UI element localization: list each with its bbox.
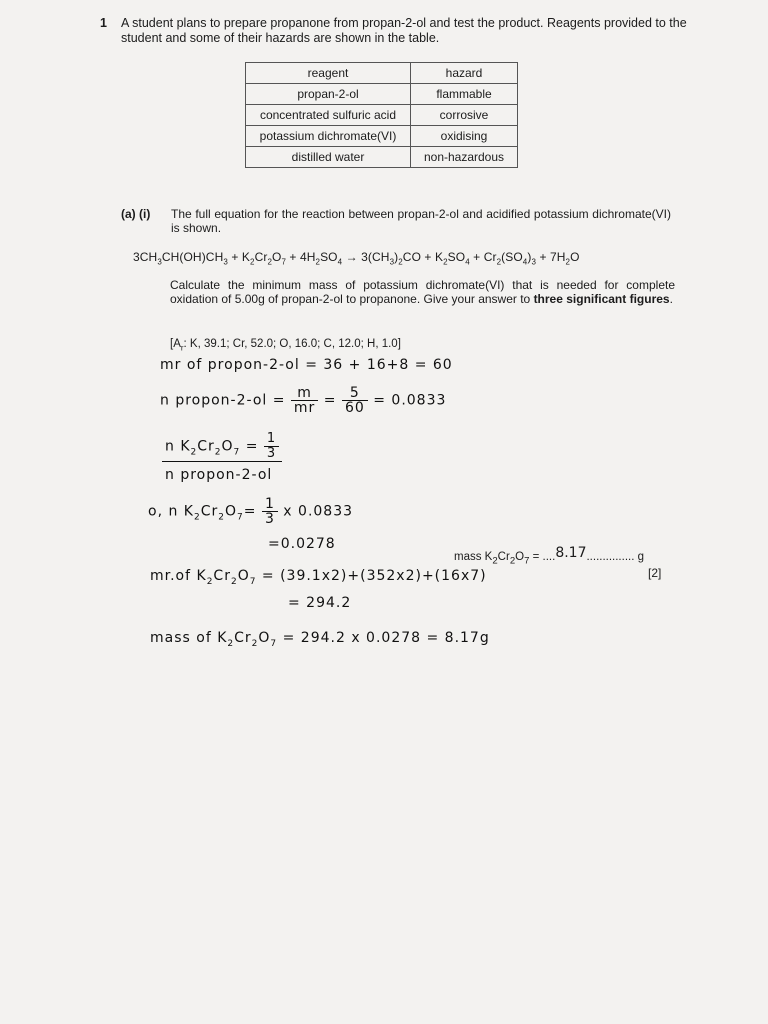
handwritten-line: mass of $K_2Cr_2O_7 = 294.2$ x 0.0278 = 8.17g <box>150 630 490 649</box>
table-cell: corrosive <box>411 105 518 126</box>
handwritten-fraction: n $K_2Cr_2O_7$ = $\frac{1}{3}$ n propon-2-ol <box>162 432 282 482</box>
table-cell: concentrated sulfuric acid <box>246 105 411 126</box>
table-header-cell: hazard <box>411 63 518 84</box>
table-row <box>246 147 518 168</box>
handwritten-line: mr.of $K_2Cr_2O_7 = (39.1x2)+(352x2)+(16x7)$ <box>150 568 487 587</box>
handwritten-line: = 294.2 <box>288 595 352 611</box>
handwritten-line: mr of propon-2-ol = 36 + 16+8 = 60 <box>160 357 453 373</box>
table-cell: non-hazardous <box>411 147 518 168</box>
reaction-equation: $3CH_3CH(OH)CH_3 + K_2Cr_2O_7 + 4H_2SO_4 \to 3(CH_3)_2CO + K_2SO_4 + Cr_2(SO_4)_3 + 7H_2O$ <box>133 250 580 267</box>
table-cell: oxidising <box>411 126 518 147</box>
table-cell: distilled water <box>246 147 411 168</box>
answer-line: mass $K_2Cr_2O_7 = ....8.17$............... g <box>454 545 645 567</box>
table-cell: propan-2-ol <box>246 84 411 105</box>
table-cell: potassium dichromate(VI) <box>246 126 411 147</box>
question-text: A student plans to prepare propanone from propan-2-ol and test the product. Reagents provided to the student and some of their hazards are shown in the table. <box>121 16 687 45</box>
table-row <box>246 126 518 147</box>
table-row <box>246 84 518 105</box>
part-a-intro: The full equation for the reaction between propan-2-ol and acidified potassium dichromate(VI) is shown. <box>171 207 671 235</box>
hazard-table <box>245 62 518 168</box>
question-number: 1 <box>100 16 107 30</box>
answer-value: 8.17 <box>555 545 587 561</box>
relative-atomic-masses: [$A_r$: K, 39.1; Cr, 52.0; O, 16.0; C, 12.0; H, 1.0] <box>170 338 401 353</box>
table-cell: flammable <box>411 84 518 105</box>
part-a-label: (a) (i) <box>121 207 151 221</box>
answer-unit: g <box>637 551 645 563</box>
table-header-cell: reagent <box>246 63 411 84</box>
marks-label: [2] <box>648 566 662 580</box>
handwritten-line: =0.0278 <box>268 536 336 552</box>
handwritten-line: n propon-2-ol = $\frac{m}{mr}$ = $\frac{5}{60}$ = 0.0833 <box>160 385 447 416</box>
table-header-row <box>246 63 518 84</box>
table-row <box>246 105 518 126</box>
calculation-instruction: Calculate the minimum mass of potassium dichromate(VI) that is needed for complete oxidation of 5.00g of propan-2-ol to propanone. Give your answer to three significant figures. <box>170 278 675 306</box>
handwritten-line: o, n $K_2Cr_2O_7=$ $\frac{1}{3}$ x 0.0833 <box>148 496 354 527</box>
